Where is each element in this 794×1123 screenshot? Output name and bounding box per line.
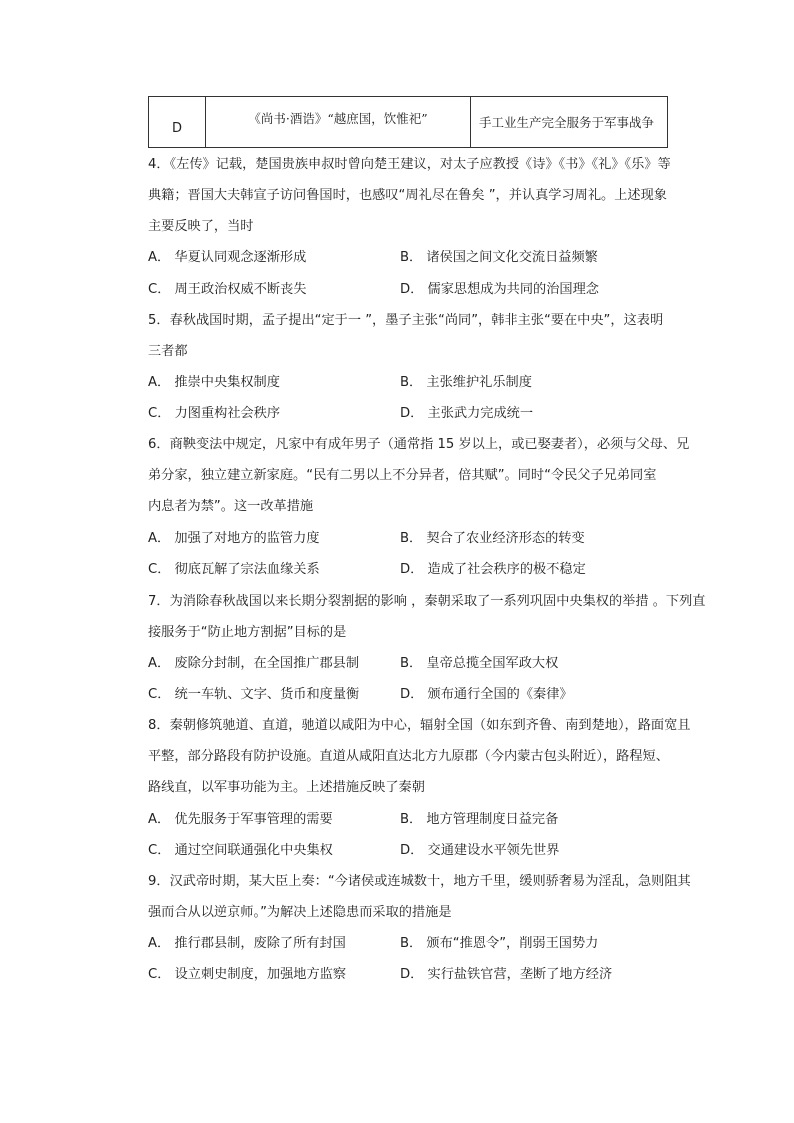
question-7-line-1: 7．为消除春秋战国以来长期分裂割据的影响 ，秦朝采取了一系列巩固中央集权的举措 。下列直 <box>148 594 706 609</box>
question-4-option-d[interactable]: D． 儒家思想成为共同的治国理念 <box>400 282 599 297</box>
question-5-option-d[interactable]: D． 主张武力完成统一 <box>400 406 534 421</box>
question-9-line-1: 9．汉武帝时期，某大臣上奏：“今诸侯或连城数十，地方千里，缓则骄奢易为淫乱，急则阻其 <box>148 874 691 889</box>
question-7-option-c[interactable]: C． 统一车轨、文字、货币和度量衡 <box>148 687 360 702</box>
question-8-line-3: 路线直，以军事功能为主。上述措施反映了秦朝 <box>148 780 425 795</box>
question-6-option-d[interactable]: D． 造成了社会秩序的极不稳定 <box>400 562 586 577</box>
question-4-line-2: 典籍；晋国大夫韩宣子访问鲁国时，也感叹“周礼尽在鲁矣 ”，并认真学习周礼。上述现象 <box>148 188 667 203</box>
table-row-source: 《尚书·酒诰》“越庶国，饮惟祀” <box>206 97 471 148</box>
question-8-option-d[interactable]: D． 交通建设水平领先世界 <box>400 843 560 858</box>
table-row <box>149 97 668 148</box>
question-6-line-1: 6．商鞅变法中规定，凡家中有成年男子（通常指 15 岁以上，或已娶妻者），必须与父母、兄 <box>148 437 690 452</box>
question-6-option-b[interactable]: B． 契合了农业经济形态的转变 <box>400 531 585 546</box>
question-4-line-3: 主要反映了，当时 <box>148 219 254 234</box>
question-4-option-b[interactable]: B． 诸侯国之间文化交流日益频繁 <box>400 250 598 265</box>
question-8-option-a[interactable]: A． 优先服务于军事管理的需要 <box>148 812 333 827</box>
question-8-option-b[interactable]: B． 地方管理制度日益完备 <box>400 812 559 827</box>
question-8-line-1: 8．秦朝修筑驰道、直道，驰道以咸阳为中心，辐射全国（如东到齐鲁、南到楚地），路面宽且 <box>148 718 691 733</box>
question-6-option-c[interactable]: C． 彻底瓦解了宗法血缘关系 <box>148 562 320 577</box>
option-table <box>148 96 668 148</box>
question-8-line-2: 平整，部分路段有防护设施。直道从咸阳直达北方九原郡（今内蒙古包头附近），路程短、 <box>148 749 669 764</box>
question-5-line-1: 5．春秋战国时期，孟子提出“定于一 ”，墨子主张“尚同”，韩非主张“要在中央”，这表明 <box>148 313 664 328</box>
question-4-line-1: 4．《左传》记载，楚国贵族申叔时曾向楚王建议，对太子应教授《诗》《书》《礼》《乐》等 <box>148 157 671 172</box>
question-9-option-b[interactable]: B． 颁布“推恩令”，削弱王国势力 <box>400 936 599 951</box>
question-9-option-a[interactable]: A． 推行郡县制，废除了所有封国 <box>148 936 346 951</box>
question-5-option-a[interactable]: A． 推崇中央集权制度 <box>148 375 280 390</box>
question-6-line-2: 弟分家，独立建立新家庭。“民有二男以上不分异者，倍其赋”。同时“令民父子兄弟同室 <box>148 468 657 483</box>
question-9-option-d[interactable]: D． 实行盐铁官营，垄断了地方经济 <box>400 967 613 982</box>
question-9-line-2: 强而合从以逆京师。”为解决上述隐患而采取的措施是 <box>148 905 452 920</box>
question-8-option-c[interactable]: C． 通过空间联通强化中央集权 <box>148 843 333 858</box>
question-6-option-a[interactable]: A． 加强了对地方的监管力度 <box>148 531 320 546</box>
question-4-option-a[interactable]: A． 华夏认同观念逐渐形成 <box>148 250 307 265</box>
question-5-option-c[interactable]: C． 力图重构社会秩序 <box>148 406 281 421</box>
question-9-option-c[interactable]: C． 设立刺史制度，加强地方监察 <box>148 967 347 982</box>
question-7-option-b[interactable]: B． 皇帝总揽全国军政大权 <box>400 656 559 671</box>
question-6-line-3: 内息者为禁”。这一改革措施 <box>148 499 314 514</box>
question-4-option-c[interactable]: C． 周王政治权威不断丧失 <box>148 282 307 297</box>
table-row-conclusion: 手工业生产完全服务于军事战争 <box>471 97 668 148</box>
question-7-line-2: 接服务于“防止地方割据”目标的是 <box>148 625 347 640</box>
question-5-option-b[interactable]: B． 主张维护礼乐制度 <box>400 375 532 390</box>
question-7-option-a[interactable]: A． 废除分封制，在全国推广郡县制 <box>148 656 360 671</box>
question-5-line-2: 三者都 <box>148 344 188 359</box>
question-7-option-d[interactable]: D． 颁布通行全国的《秦律》 <box>400 687 573 702</box>
table-row-letter: D <box>149 97 206 148</box>
